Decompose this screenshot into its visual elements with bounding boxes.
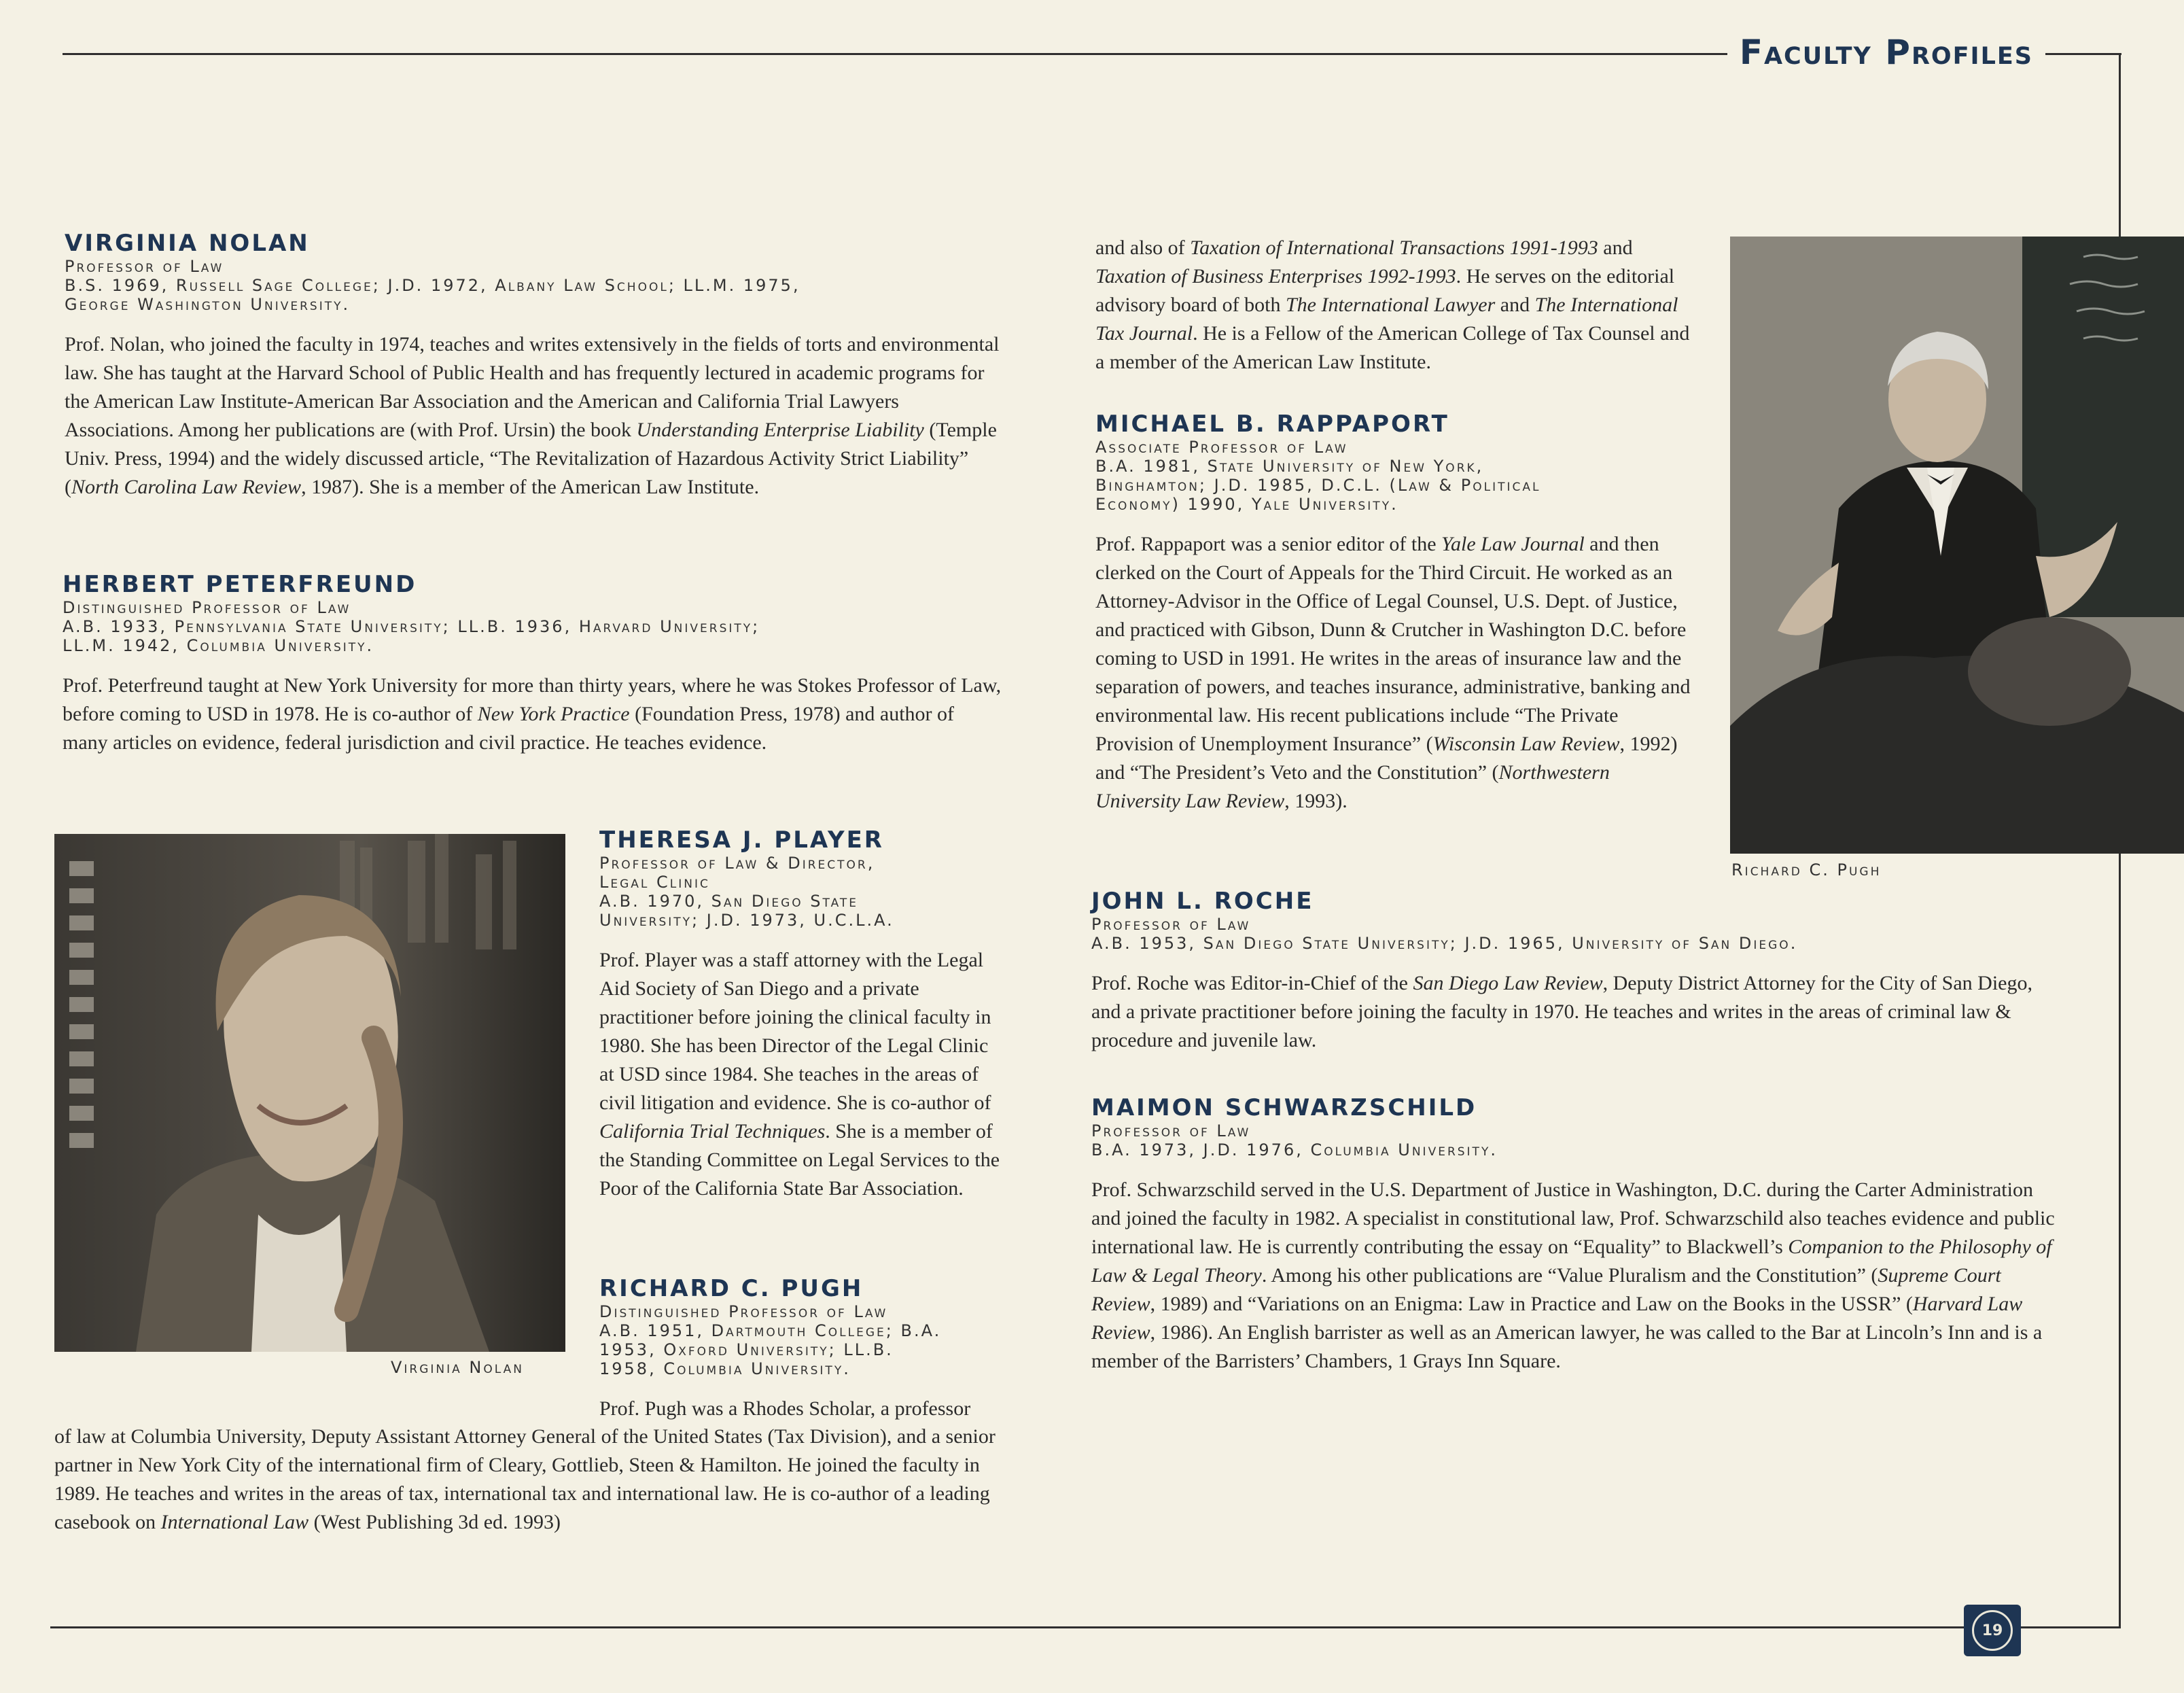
- profile-bio: [1095, 530, 1693, 816]
- italic-title: New York Practice: [477, 703, 630, 725]
- profile-degrees: 1958, Columbia University.: [599, 1359, 851, 1378]
- italic-title: Wisconsin Law Review: [1432, 733, 1620, 755]
- profile-title: Distinguished Professor of Law: [63, 598, 351, 617]
- italic-title: Yale Law Journal: [1441, 533, 1585, 555]
- profile-bio: [63, 671, 1004, 757]
- profile-player: [599, 826, 1007, 1203]
- profile-degrees: B.A. 1973, J.D. 1976, Columbia University.: [1091, 1140, 1498, 1159]
- italic-title: The International Lawyer: [1285, 294, 1496, 316]
- profile-bio: [1091, 969, 2056, 1055]
- profile-degrees: LL.M. 1942, Columbia University.: [63, 636, 374, 655]
- profile-degrees: University; J.D. 1973, U.C.L.A.: [599, 911, 894, 930]
- profile-name: HERBERT PETERFREUND: [63, 571, 417, 598]
- bio-text: . He serves on the editorial advisory board of both: [1095, 265, 1675, 316]
- classroom-illustration: [1730, 237, 2184, 854]
- bio-text: (West Publishing 3d ed. 1993): [309, 1511, 561, 1533]
- page-number-badge: [1964, 1605, 2021, 1656]
- page-title: Faculty Profiles: [1727, 33, 2045, 72]
- profile-title: Professor of Law: [65, 257, 224, 276]
- photo-caption: Virginia Nolan: [391, 1358, 524, 1377]
- italic-title: North Carolina Law Review: [71, 476, 302, 498]
- bio-text: and also of: [1095, 237, 1191, 259]
- bio-text: and: [1598, 237, 1633, 259]
- bio-text: and then clerked on the Court of Appeals for the Third Circuit. He worked as an Attorney-Advisor in the Office of Legal Counsel, U.S. Dept. of Justice, and practiced with Gibson, Dunn & Crutcher in Washington D.C. before coming to USD in 1991. He writes in the areas of insurance law and the separation of powers, and teaches insurance, administrative, banking and environmental law. His recent publications include “The Private Provision of Unemployment Insurance” (: [1095, 533, 1691, 755]
- profile-roche: [1091, 888, 2056, 1055]
- bio-text: . Among his other publications are “Value Pluralism and the Constitution” (: [1261, 1264, 1878, 1287]
- profile-bio: [54, 1423, 1006, 1537]
- bio-text: Prof. Rappaport was a senior editor of the: [1095, 533, 1442, 555]
- italic-title: Northwestern University Law Review: [1095, 761, 1610, 812]
- profile-degrees: A.B. 1933, Pennsylvania State University; LL.B. 1936, Harvard University;: [63, 617, 760, 636]
- profile-name: MICHAEL B. RAPPAPORT: [1095, 411, 1449, 438]
- italic-title: The International Tax Journal: [1095, 294, 1678, 345]
- profile-degrees: Binghamton; J.D. 1985, D.C.L. (Law & Political: [1095, 476, 1541, 495]
- profile-rappaport: [1095, 411, 1693, 816]
- profile-title: Distinguished Professor of Law: [599, 1302, 888, 1321]
- bio-text: Prof. Roche was Editor-in-Chief of the: [1091, 972, 1413, 994]
- bio-text: , 1992) and “The President’s Veto and the Constitution” (: [1095, 733, 1678, 784]
- bio-text: , 1989) and “Variations on an Enigma: Law in Practice and Law on the Books in the USSR” (: [1150, 1293, 1913, 1315]
- profile-bio-continued: [1095, 234, 1693, 377]
- italic-title: Understanding Enterprise Liability: [636, 419, 924, 441]
- profile-name: JOHN L. ROCHE: [1091, 888, 1314, 915]
- profile-name: THERESA J. PLAYER: [599, 826, 884, 854]
- profile-name: MAIMON SCHWARZSCHILD: [1091, 1094, 1477, 1121]
- bio-text: Prof. Player was a staff attorney with the Legal Aid Society of San Diego and a private practitioner before joining the clinical faculty in 1980. She has been Director of the Legal Clinic at USD since 1984. She teaches in the areas of civil litigation and evidence. She is co-author of: [599, 949, 991, 1114]
- italic-title: California Trial Techniques: [599, 1120, 826, 1142]
- profile-bio: [1091, 1176, 2056, 1376]
- bio-text: Prof. Schwarzschild served in the U.S. Department of Justice in Washington, D.C. during the Carter Administration and joined the faculty in 1982. A specialist in constitutional law, Prof. Schwarzschild also teaches evidence and public international law. He is currently contributing the essay on “Equality” to Blackwell’s: [1091, 1179, 2055, 1258]
- profile-name: RICHARD C. PUGH: [599, 1275, 864, 1302]
- portrait-photo-nolan: [54, 834, 565, 1352]
- portrait-illustration: [54, 834, 565, 1352]
- profile-degrees: A.B. 1953, San Diego State University; J.D. 1965, University of San Diego.: [1091, 934, 1798, 953]
- profile-name: VIRGINIA NOLAN: [65, 230, 310, 257]
- bio-text: , 1993).: [1284, 790, 1348, 812]
- profile-schwarzschild: [1091, 1094, 2056, 1376]
- bio-text: , 1987). She is a member of the American Law Institute.: [301, 476, 760, 498]
- profile-degrees: Economy) 1990, Yale University.: [1095, 495, 1398, 514]
- italic-title: Harvard Law Review: [1091, 1293, 2023, 1344]
- profile-bio-first-line: Prof. Pugh was a Rhodes Scholar, a professor: [599, 1397, 971, 1420]
- profile-degrees: A.B. 1951, Dartmouth College; B.A.: [599, 1321, 942, 1340]
- profile-bio: [65, 330, 1006, 502]
- bio-text: . She is a member of the Standing Committee on Legal Services to the Poor of the California State Bar Association.: [599, 1120, 1000, 1200]
- profile-pugh: [599, 1275, 1007, 1423]
- portrait-photo-pugh: [1730, 237, 2184, 854]
- profile-degrees: 1953, Oxford University; LL.B.: [599, 1340, 894, 1359]
- profile-bio: [599, 946, 1007, 1203]
- profile-title: Associate Professor of Law: [1095, 438, 1348, 457]
- profile-title: Legal Clinic: [599, 873, 710, 892]
- profile-degrees: B.S. 1969, Russell Sage College; J.D. 1972, Albany Law School; LL.M. 1975,: [65, 276, 800, 295]
- bio-text: of law at Columbia University, Deputy Assistant Attorney General of the United States (Tax Division), and a senior partner in New York City of the international firm of Cleary, Gottlieb, Steen & Hamilton. He joined the faculty in 1989. He teaches and writes in the areas of tax, international tax and international law. He is co-author of a leading casebook on: [54, 1425, 996, 1533]
- italic-title: San Diego Law Review: [1413, 972, 1603, 994]
- profile-nolan: [65, 230, 1006, 502]
- bio-text: Prof. Peterfreund taught at New York University for more than thirty years, where he was Stokes Professor of Law, before coming to USD in 1978. He is co-author of: [63, 674, 1002, 725]
- bio-text: (Temple Univ. Press, 1994) and the widely discussed article, “The Revitalization of Hazardous Activity Strict Liability” (: [65, 419, 997, 498]
- bio-text: . He is a Fellow of the American College of Tax Counsel and a member of the American Law Institute.: [1095, 322, 1690, 373]
- italic-title: Taxation of International Transactions 1991-1993: [1190, 237, 1598, 259]
- profile-degrees: A.B. 1970, San Diego State: [599, 892, 859, 911]
- italic-title: Companion to the Philosophy of Law & Legal Theory: [1091, 1236, 2052, 1287]
- bio-text: Prof. Nolan, who joined the faculty in 1974, teaches and writes extensively in the fields of torts and environmental law. She has taught at the Harvard School of Public Health and has frequently lectured in academic programs for the American Law Institute-American Bar Association and the American and California Trial Lawyers Associations. Among her publications are (with Prof. Ursin) the book: [65, 333, 1000, 441]
- bio-text: (Foundation Press, 1978) and author of many articles on evidence, federal jurisdiction and civil practice. He teaches evidence.: [63, 703, 955, 754]
- italic-title: International Law: [160, 1511, 309, 1533]
- bio-text: and: [1495, 294, 1535, 316]
- profile-degrees: George Washington University.: [65, 295, 351, 314]
- photo-caption: Richard C. Pugh: [1731, 860, 1882, 879]
- profile-title: Professor of Law: [1091, 915, 1251, 934]
- bio-text: , 1986). An English barrister as well as an American lawyer, he was called to the Bar at Lincoln’s Inn and is a member of the Barristers’ Chambers, 1 Grays Inn Square.: [1091, 1321, 2043, 1372]
- profile-title: Professor of Law & Director,: [599, 854, 875, 873]
- footer-rule: [50, 1626, 2121, 1628]
- page-number: 19: [1972, 1610, 2013, 1651]
- italic-title: Supreme Court Review: [1091, 1264, 2001, 1315]
- italic-title: Taxation of Business Enterprises 1992-1993: [1095, 265, 1456, 287]
- profile-title: Professor of Law: [1091, 1121, 1251, 1140]
- profile-peterfreund: [63, 571, 1004, 757]
- profile-degrees: B.A. 1981, State University of New York,: [1095, 457, 1484, 476]
- bio-text: , Deputy District Attorney for the City of San Diego, and a private practitioner before joining the faculty in 1970. He teaches and writes in the areas of criminal law & procedure and juvenile law.: [1091, 972, 2032, 1051]
